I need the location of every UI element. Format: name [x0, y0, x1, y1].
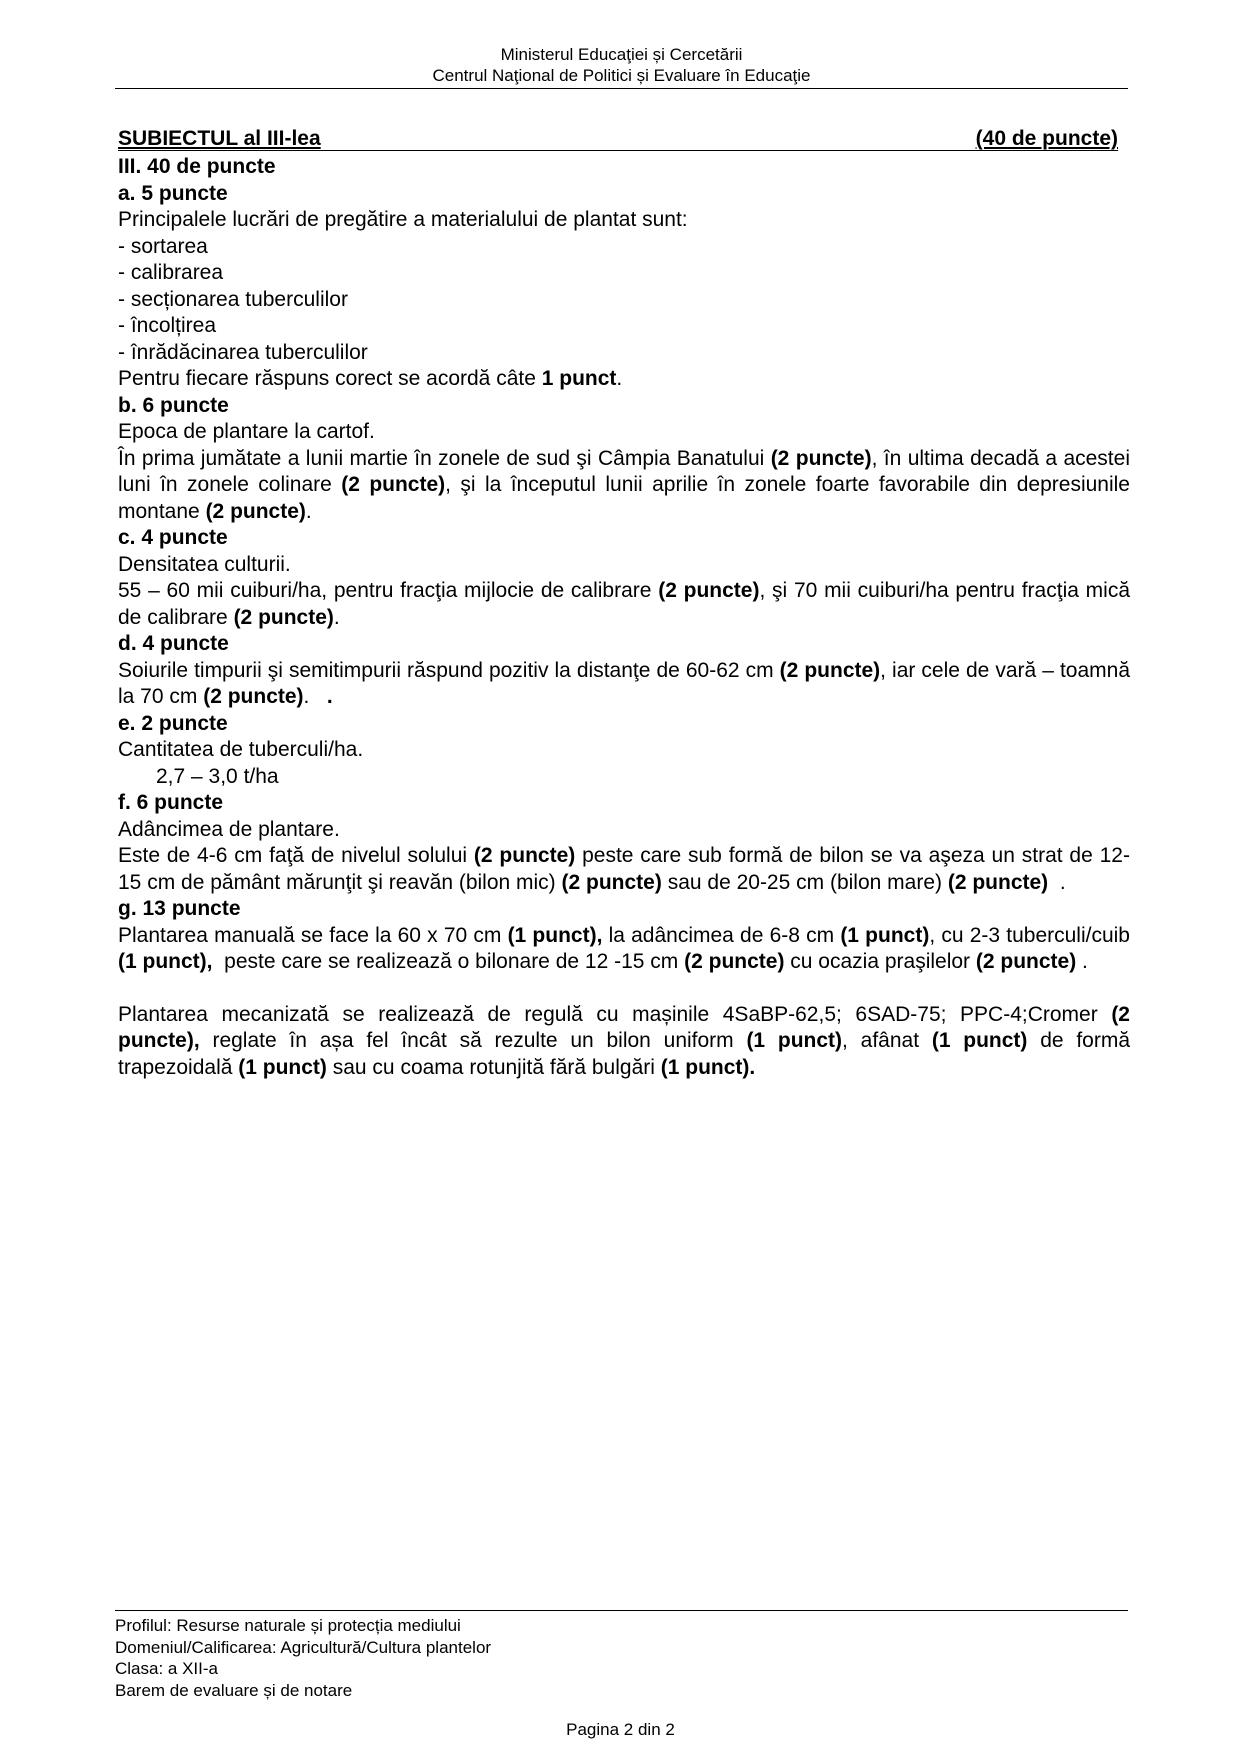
subject-title: SUBIECTUL al III-lea	[118, 127, 321, 150]
note-points: 1 punct	[541, 367, 617, 390]
answer-text: .	[1076, 950, 1088, 973]
subject-title-row	[118, 128, 1118, 151]
item-a-heading: a. 5 puncte	[118, 181, 228, 205]
subject-points: (40 de puncte)	[975, 127, 1118, 150]
points-label: (2 puncte)	[233, 605, 334, 629]
answer-text: , şi 70 mii cuiburi/ha pentru fracţia mică de calibrare	[118, 579, 1130, 629]
points-label: (2 puncte)	[341, 473, 446, 496]
page-header	[115, 44, 1128, 89]
points-label: (1 punct)	[931, 1029, 1028, 1052]
answer-text: , iar cele de vară – toamnă la 70 cm	[118, 658, 1130, 708]
answer-text: sau de 20-25 cm (bilon mare)	[661, 870, 948, 894]
answer-text: , afânat	[842, 1029, 932, 1052]
item-f-text	[118, 843, 1130, 896]
section-heading: III. 40 de puncte	[118, 155, 276, 178]
list-item: - sortarea	[118, 234, 208, 258]
item-c-title: Densitatea culturii.	[118, 552, 291, 576]
answer-text: la adâncimea de 6-8 cm	[602, 923, 841, 947]
item-e-heading: e. 2 puncte	[118, 711, 228, 735]
item-b-title: Epoca de plantare la cartof.	[118, 420, 375, 443]
points-label: (2 puncte)	[205, 499, 306, 523]
item-b-text	[118, 446, 1130, 526]
document-body	[118, 128, 1130, 1081]
answer-text: Plantarea manuală se face la 60 x 70 cm	[118, 923, 508, 947]
answer-text: , şi la începutul lunii aprilie în zonele foarte favorabile din depresiunile montane	[118, 473, 1130, 523]
points-label: (1 punct)	[238, 1055, 327, 1079]
note-text: Pentru fiecare răspuns corect se acordă câte	[118, 367, 542, 390]
list-item: - înrădăcinarea tuberculilor	[118, 340, 368, 364]
page-footer	[115, 1610, 1128, 1701]
footer-profile: Profilul: Resurse naturale și protecția mediului	[115, 1616, 461, 1635]
item-g-heading: g. 13 puncte	[118, 897, 241, 920]
points-label: (1 punct).	[660, 1055, 756, 1079]
item-c-text	[118, 578, 1130, 631]
points-label: (2 puncte)	[473, 844, 576, 867]
footer-domain: Domeniul/Calificarea: Agricultură/Cultura plantelor	[115, 1637, 492, 1657]
points-label: (1 punct)	[746, 1029, 843, 1052]
points-label: (2 puncte)	[947, 870, 1049, 894]
points-label: (2 puncte)	[770, 446, 872, 470]
points-label: (2 puncte),	[118, 1002, 1130, 1052]
points-label: (1 punct)	[840, 923, 930, 947]
item-d-heading: d. 4 puncte	[118, 632, 229, 655]
answer-text: .	[303, 685, 327, 708]
page-number: Pagina 2 din 2	[566, 1720, 675, 1739]
answer-text: Este de 4-6 cm faţă de nivelul solului	[118, 844, 474, 867]
item-f-heading: f. 6 puncte	[118, 791, 224, 814]
footer-class: Clasa: a XII-a	[115, 1659, 218, 1678]
points-label: (1 punct),	[507, 923, 603, 947]
paragraph-spacer	[118, 976, 1130, 1002]
answer-text: 55 – 60 mii cuiburi/ha, pentru fracţia mijlocie de calibrare	[118, 579, 659, 602]
item-e-value: 2,7 – 3,0 t/ha	[156, 764, 279, 788]
points-label: (2 puncte)	[561, 870, 662, 894]
points-label: (2 puncte)	[779, 658, 881, 682]
list-item: - secționarea tuberculilor	[118, 287, 348, 311]
note-text: .	[616, 367, 623, 390]
answer-text: În prima jumătate a lunii martie în zonele de sud şi Câmpia Banatului	[118, 446, 771, 470]
item-g-mechanized-text	[118, 1002, 1130, 1082]
item-b-heading: b. 6 puncte	[118, 393, 229, 417]
points-label: (2 puncte)	[975, 950, 1077, 973]
item-f-title: Adâncimea de plantare.	[118, 817, 340, 841]
item-d-text	[118, 658, 1130, 711]
item-c-heading: c. 4 puncte	[118, 526, 228, 549]
item-a-note	[118, 366, 1130, 393]
points-label: (2 puncte)	[203, 685, 304, 708]
answer-text: .	[1048, 870, 1066, 894]
answer-text: sau cu coama rotunjită fără bulgări	[326, 1055, 661, 1079]
answer-text: reglate în așa fel încât să rezulte un bilon uniform	[199, 1029, 747, 1052]
answer-text: de formă trapezoidală	[118, 1029, 1131, 1079]
ministry-name: Ministerul Educaţiei și Cercetării	[500, 45, 743, 64]
answer-text: peste care se realizează o bilonare de 12 -15 cm	[212, 950, 685, 973]
center-name: Centrul Naţional de Politici și Evaluare în Educaţie	[432, 66, 811, 85]
answer-text: cu ocazia praşilelor	[784, 950, 976, 973]
item-e-title: Cantitatea de tuberculi/ha.	[118, 738, 364, 761]
answer-text: , în ultima decadă a acestei luni în zonele colinare	[118, 446, 1130, 496]
list-item: - încolțirea	[118, 314, 217, 337]
answer-text: Plantarea mecanizată se realizează de regulă cu mașinile 4SaBP-62,5; 6SAD-75; PPC-4;Cromer	[118, 1002, 1112, 1026]
answer-text: , cu 2-3 tuberculi/cuib	[929, 923, 1130, 947]
list-item: - calibrarea	[118, 261, 224, 284]
answer-text: Soiurile timpurii şi semitimpurii răspund pozitiv la distanţe de 60-62 cm	[118, 658, 780, 682]
item-a-intro: Principalele lucrări de pregătire a materialului de plantat sunt:	[118, 208, 688, 231]
points-label: (2 puncte)	[658, 579, 760, 602]
points-label: (1 punct),	[118, 950, 213, 973]
item-g-manual-text	[118, 923, 1130, 976]
answer-text: .	[333, 605, 340, 629]
points-label: (2 puncte)	[684, 950, 785, 973]
answer-text: .	[326, 685, 333, 708]
answer-text: peste care sub formă de bilon se va aşeza un strat de 12-15 cm de pământ mărunţit şi reavăn (bilon mic)	[118, 844, 1130, 894]
footer-doc-type: Barem de evaluare și de notare	[115, 1680, 353, 1700]
answer-text: .	[305, 499, 312, 523]
